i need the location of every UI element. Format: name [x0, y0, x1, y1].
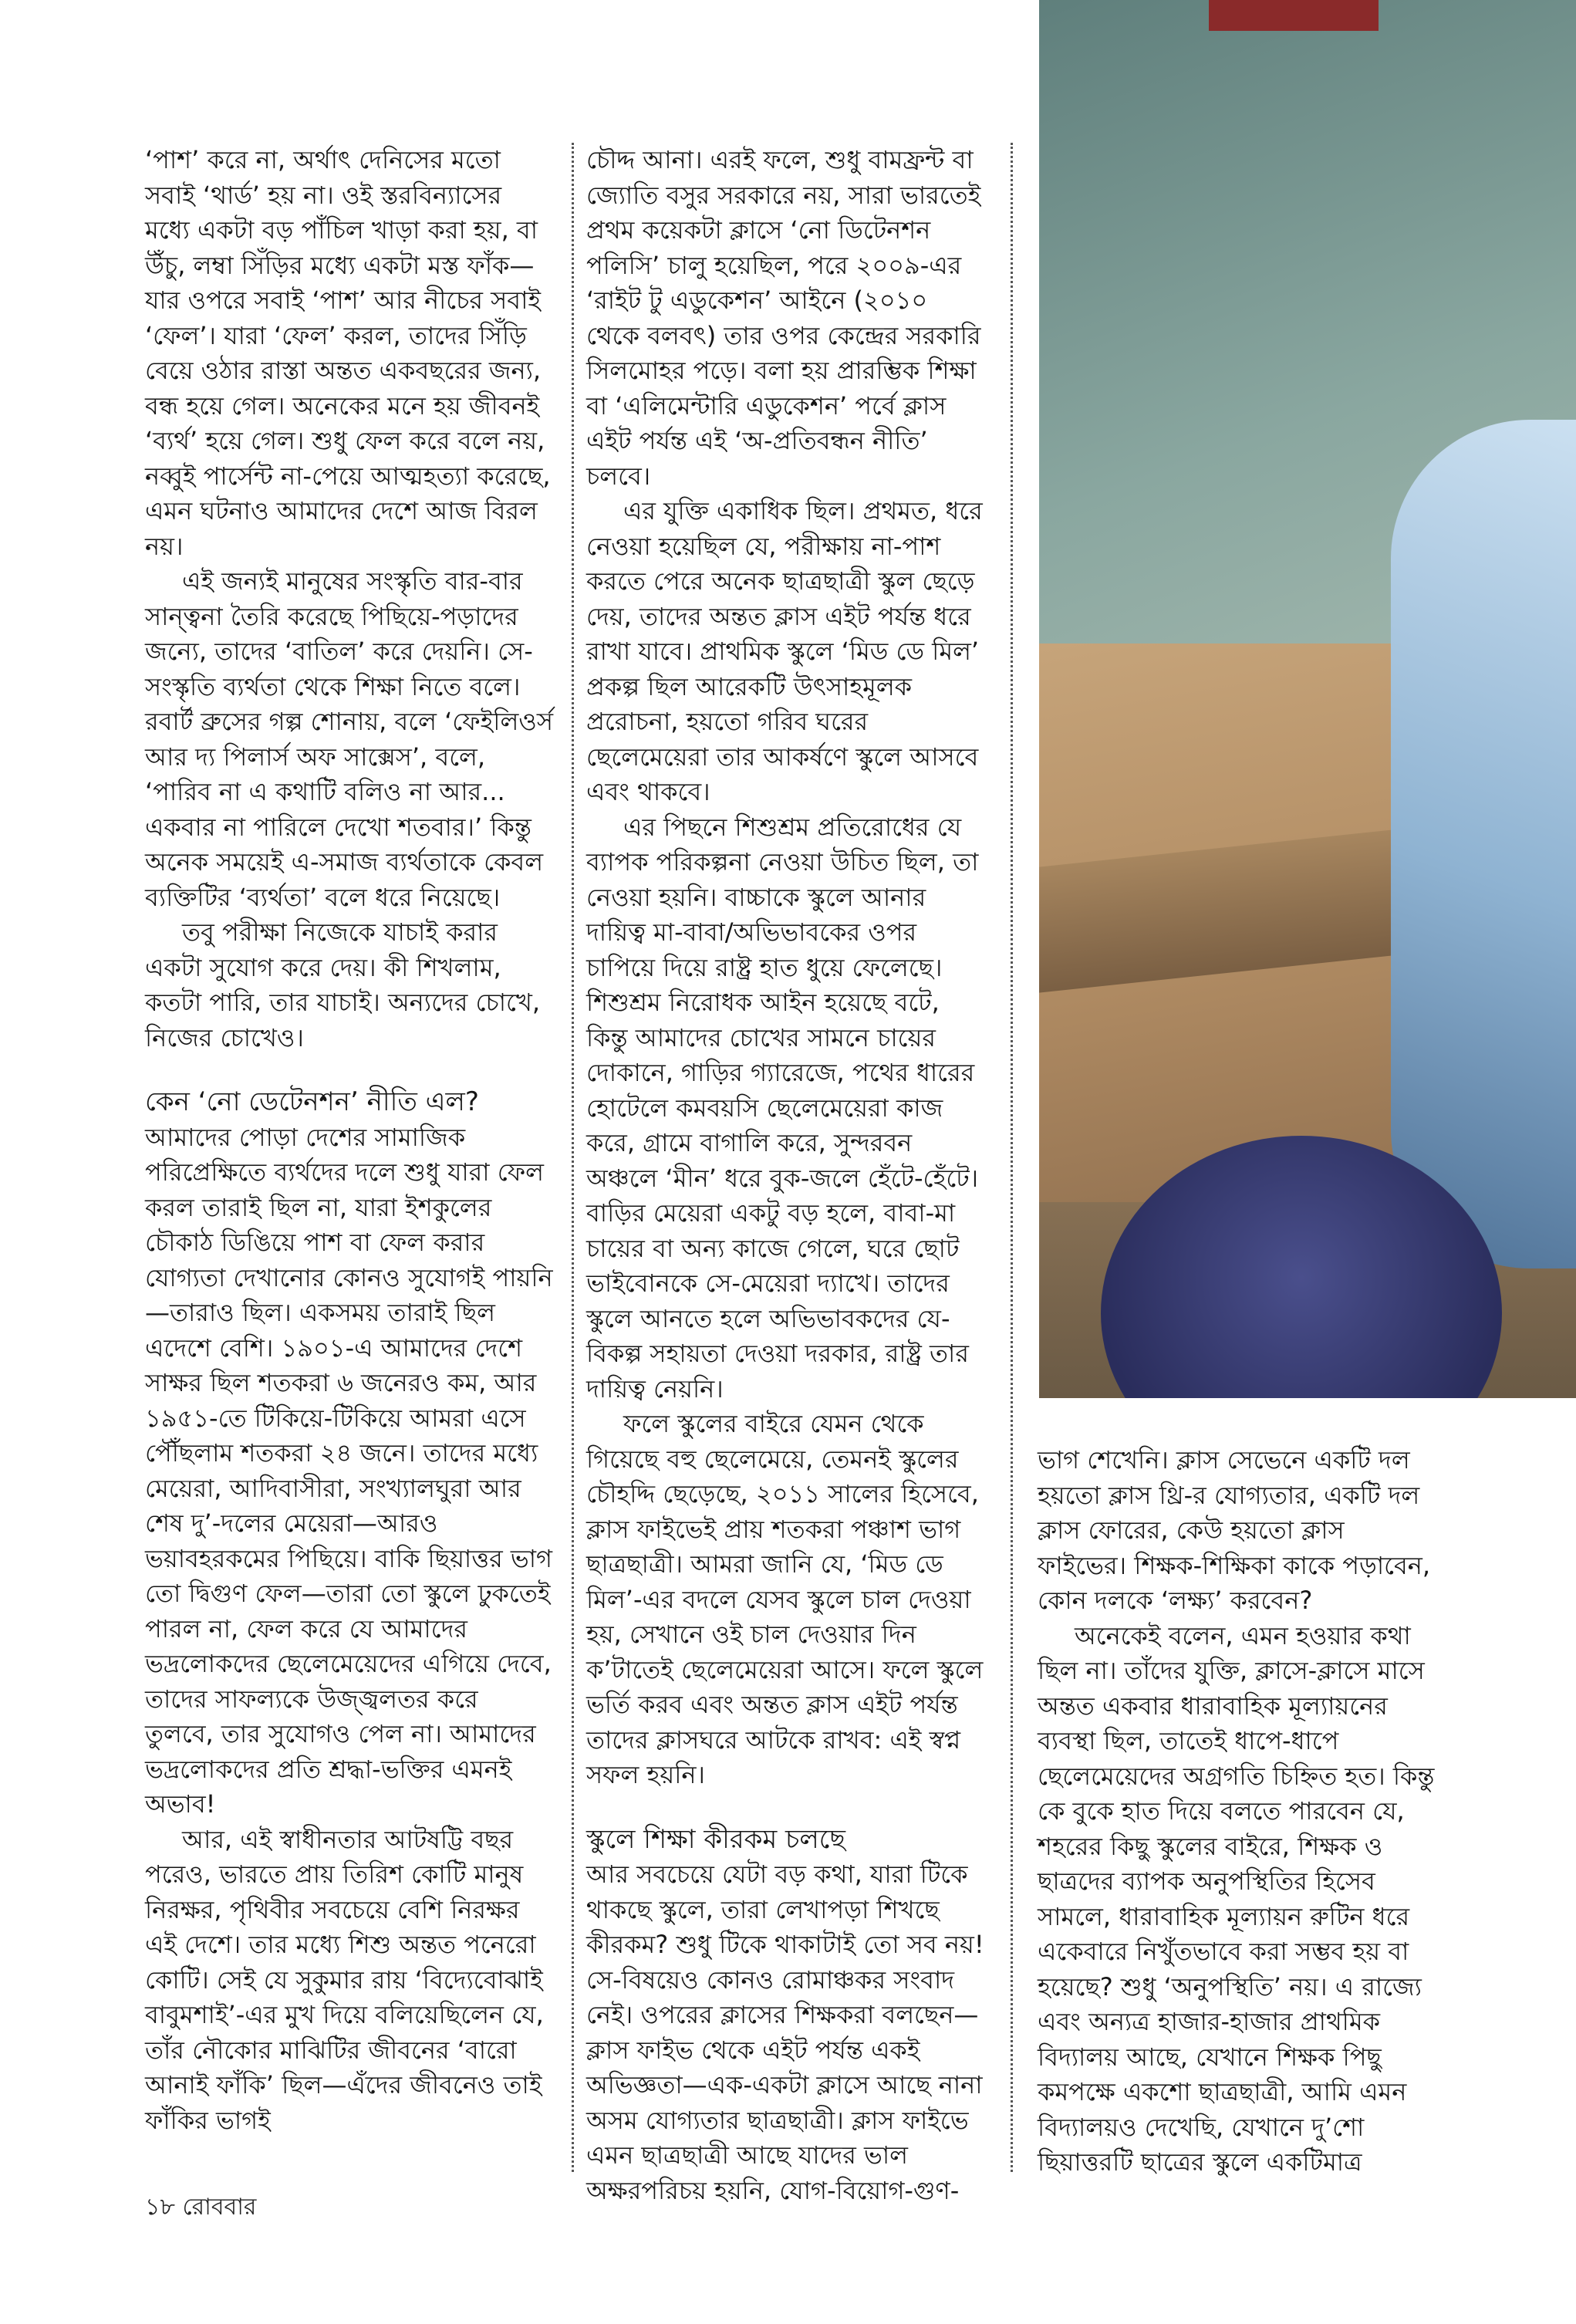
paragraph: ‘পাশ’ করে না, অর্থাৎ দেনিসের মতো সবাই ‘থার্ড’ হয় না। ওই স্তরবিন্যাসের মধ্যে একটা বড় পাঁচিল খাড়া করা হয়, বা উঁচু, লম্বা সিঁড়ির মধ্যে একটা মস্ত ফাঁক—যার ওপরে সবাই ‘পাশ’ আর নীচের সবাই ‘ফেল’। যারা ‘ফেল’ করল, তাদের সিঁড়ি বেয়ে ওঠার রাস্তা অন্তত একবছরের জন্য, বন্ধ হয়ে গেল। অনেকের মনে হয় জীবনই ‘ব্যর্থ’ হয়ে গেল। শুধু ফেল করে বলে নয়, নব্বুই পার্সেন্ট না-পেয়ে আত্মহত্যা করেছে, এমন ঘটনাও আমাদের দেশে আজ বিরল নয়।: [145, 145, 551, 561]
section-heading: কেন ‘নো ডেটেনশন’ নীতি এল?: [145, 1086, 479, 1117]
paragraph: ফলে স্কুলের বাইরে যেমন থেকে গিয়েছে বহু ছেলেমেয়ে, তেমনই স্কুলের চৌহদ্দি ছেড়েছে, ২০১১ সালের হিসেবে, ক্লাস ফাইভেই প্রায় শতকরা পঞ্চাশ ভাগ ছাত্রছাত্রী। আমরা জানি যে, ‘মিড ডে মিল’-এর বদলে যেসব স্কুলে চাল দেওয়া হয়, সেখানে ওই চাল দেওয়ার দিন ক’টাতেই ছেলেমেয়েরা আসে। ফলে স্কুলে ভর্তি করব এবং অন্তত ক্লাস এইট পর্যন্ত তাদের ক্লাসঘরে আটকে রাখব: এই স্বপ্ন সফল হয়নি।: [586, 1409, 984, 1789]
page-footer: ১৮ রোববার: [145, 2194, 257, 2221]
paragraph: অনেকেই বলেন, এমন হওয়ার কথা ছিল না। তাঁদের যুক্তি, ক্লাসে-ক্লাসে মাসে অন্তত একবার ধারাবাহিক মূল্যায়নের ব্যবস্থা ছিল, তাতেই ধাপে-ধাপে ছেলেমেয়েদের অগ্রগতি চিহ্নিত হত। কিন্তু কে বুকে হাত দিয়ে বলতে পারবেন যে, শহরের কিছু স্কুলের বাইরে, শিক্ষক ও ছাত্রদের ব্যাপক অনুপস্থিতির হিসেব সামলে, ধারাবাহিক মূল্যায়ন রুটিন ধরে একেবারে নিখুঁতভাবে করা সম্ভব হয় বা হয়েছে? শুধু ‘অনুপস্থিতি’ নয়। এ রাজ্যে এবং অন্যত্র হাজার-হাজার প্রাথমিক বিদ্যালয় আছে, যেখানে শিক্ষক পিছু কমপক্ষে একশো ছাত্রছাত্রী, আমি এমন বিদ্যালয়ও দেখেছি, যেখানে দু’শো ছিয়াত্তরটি ছাত্রের স্কুলে একটিমাত্র: [1038, 1620, 1435, 2177]
paragraph: এই জন্যই মানুষের সংস্কৃতি বার-বার সান্ত্বনা তৈরি করেছে পিছিয়ে-পড়াদের জন্যে, তাদের ‘বাতিল’ করে দেয়নি। সে-সংস্কৃতি ব্যর্থতা থেকে শিক্ষা নিতে বলে। রবার্ট ব্রুসের গল্প শোনায়, বলে ‘ফেইলিওর্স আর দ্য পিলার্স অফ সাক্সেস’, বলে, ‘পারিব না এ কথাটি বলিও না আর... একবার না পারিলে দেখো শতবার।’ কিন্তু অনেক সময়েই এ-সমাজ ব্যর্থতাকে কেবল ব্যক্তিটির ‘ব্যর্থতা’ বলে ধরে নিয়েছে।: [145, 566, 553, 912]
paragraph: চৌদ্দ আনা। এরই ফলে, শুধু বামফ্রন্ট বা জ্যোতি বসুর সরকারে নয়, সারা ভারতেই প্রথম কয়েকটা ক্লাসে ‘নো ডিটেনশন পলিসি’ চালু হয়েছিল, পরে ২০০৯-এর ‘রাইট টু এডুকেশন’ আইনে (২০১০ থেকে বলবৎ) তার ওপর কেন্দ্রের সরকারি সিলমোহর পড়ে। বলা হয় প্রারম্ভিক শিক্ষা বা ‘এলিমেন্টারি এডুকেশন’ পর্বে ক্লাস এইট পর্যন্ত এই ‘অ-প্রতিবন্ধন নীতি’ চলবে।: [586, 145, 981, 491]
article-column-2: [586, 143, 987, 2208]
section-heading: স্কুলে শিক্ষা কীরকম চলছে: [586, 1823, 845, 1855]
paragraph: আমাদের পোড়া দেশের সামাজিক পরিপ্রেক্ষিতে ব্যর্থদের দলে শুধু যারা ফেল করল তারাই ছিল না, যারা ইশকুলের চৌকাঠ ডিঙিয়ে পাশ বা ফেল করার যোগ্যতা দেখানোর কোনও সুযোগই পায়নি—তারাও ছিল। একসময় তারাই ছিল এদেশে বেশি। ১৯০১-এ আমাদের দেশে সাক্ষর ছিল শতকরা ৬ জনেরও কম, আর ১৯৫১-তে টিকিয়ে-টিকিয়ে আমরা এসে পৌঁছলাম শতকরা ২৪ জনে। তাদের মধ্যে মেয়েরা, আদিবাসীরা, সংখ্যালঘুরা আর শেষ দু’-দলের মেয়েরা—আরও ভয়াবহরকমের পিছিয়ে। বাকি ছিয়াত্তর ভাগ তো দ্বিগুণ ফেল—তারা তো স্কুলে ঢুকতেই পারল না, ফেল করে যে আমাদের ভদ্রলোকদের ছেলেমেয়েদের এগিয়ে দেবে, তাদের সাফল্যকে উজ্জ্বলতর করে তুলবে, তার সুযোগও পেল না। আমাদের ভদ্রলোকদের প্রতি শ্রদ্ধা-ভক্তির এমনই অভাব!: [145, 1122, 553, 1819]
photo-blue-sleeve: [1391, 420, 1576, 1268]
column-divider-2: [1011, 143, 1013, 2172]
article-column-3: [1038, 1443, 1439, 2180]
column-divider-1: [572, 143, 574, 2172]
photo-red-patch: [1209, 0, 1379, 31]
paragraph: আর, এই স্বাধীনতার আটষট্টি বছর পরেও, ভারতে প্রায় তিরিশ কোটি মানুষ নিরক্ষর, পৃথিবীর সবচেয়ে বেশি নিরক্ষর এই দেশে। তার মধ্যে শিশু অন্তত পনেরো কোটি। সেই যে সুকুমার রায় ‘বিদ্যেবোঝাই বাবুমশাই’-এর মুখ দিয়ে বলিয়েছিলেন যে, তাঁর নৌকোর মাঝিটির জীবনের ‘বারো আনাই ফাঁকি’ ছিল—এঁদের জীবনেও তাই ফাঁকির ভাগই: [145, 1824, 544, 2135]
classroom-photo: [1039, 0, 1576, 1398]
paragraph: তবু পরীক্ষা নিজেকে যাচাই করার একটা সুযোগ করে দেয়। কী শিখলাম, কতটা পারি, তার যাচাই। অন্যদের চোখে, নিজের চোখেও।: [145, 917, 541, 1052]
paragraph: এর পিছনে শিশুশ্রম প্রতিরোধের যে ব্যাপক পরিকল্পনা নেওয়া উচিত ছিল, তা নেওয়া হয়নি। বাচ্চাকে স্কুলে আনার দায়িত্ব মা-বাবা/অভিভাবকের ওপর চাপিয়ে দিয়ে রাষ্ট্র হাত ধুয়ে ফেলেছে। শিশুশ্রম নিরোধক আইন হয়েছে বটে, কিন্তু আমাদের চোখের সামনে চায়ের দোকানে, গাড়ির গ্যারেজে, পথের ধারের হোটেলে কমবয়সি ছেলেমেয়েরা কাজ করে, গ্রামে বাগালি করে, সুন্দরবন অঞ্চলে ‘মীন’ ধরে বুক-জলে হেঁটে-হেঁটে। বাড়ির মেয়েরা একটু বড় হলে, বাবা-মা চায়ের বা অন্য কাজে গেলে, ঘরে ছোট ভাইবোনকে সে-মেয়েরা দ্যাখে। তাদের স্কুলে আনতে হলে অভিভাবকদের যে-বিকল্প সহায়তা দেওয়া দরকার, রাষ্ট্র তার দায়িত্ব নেয়নি।: [586, 812, 979, 1404]
paragraph: আর সবচেয়ে যেটা বড় কথা, যারা টিকে থাকছে স্কুলে, তারা লেখাপড়া শিখছে কীরকম? শুধু টিকে থাকাটাই তো সব নয়! সে-বিষয়েও কোনও রোমাঞ্চকর সংবাদ নেই। ওপরের ক্লাসের শিক্ষকরা বলছেন—ক্লাস ফাইভ থেকে এইট পর্যন্ত একই অভিজ্ঞতা—এক-একটা ক্লাসে আছে নানা অসম যোগ্যতার ছাত্রছাত্রী। ক্লাস ফাইভে এমন ছাত্রছাত্রী আছে যাদের ভাল অক্ষরপরিচয় হয়নি, যোগ-বিয়োগ-গুণ-: [586, 1860, 984, 2205]
article-column-1: [145, 143, 554, 2138]
paragraph: এর যুক্তি একাধিক ছিল। প্রথমত, ধরে নেওয়া হয়েছিল যে, পরীক্ষায় না-পাশ করতে পেরে অনেক ছাত্রছাত্রী স্কুল ছেড়ে দেয়, তাদের অন্তত ক্লাস এইট পর্যন্ত ধরে রাখা যাবে। প্রাথমিক স্কুলে ‘মিড ডে মিল’ প্রকল্প ছিল আরেকটি উৎসাহমূলক প্ররোচনা, হয়তো গরিব ঘরের ছেলেমেয়েরা তার আকর্ষণে স্কুলে আসবে এবং থাকবে।: [586, 496, 983, 806]
paragraph: ভাগ শেখেনি। ক্লাস সেভেনে একটি দল হয়তো ক্লাস থ্রি-র যোগ্যতার, একটি দল ক্লাস ফোরের, কেউ হয়তো ক্লাস ফাইভের। শিক্ষক-শিক্ষিকা কাকে পড়াবেন, কোন দলকে ‘লক্ষ্য’ করবেন?: [1038, 1445, 1431, 1615]
